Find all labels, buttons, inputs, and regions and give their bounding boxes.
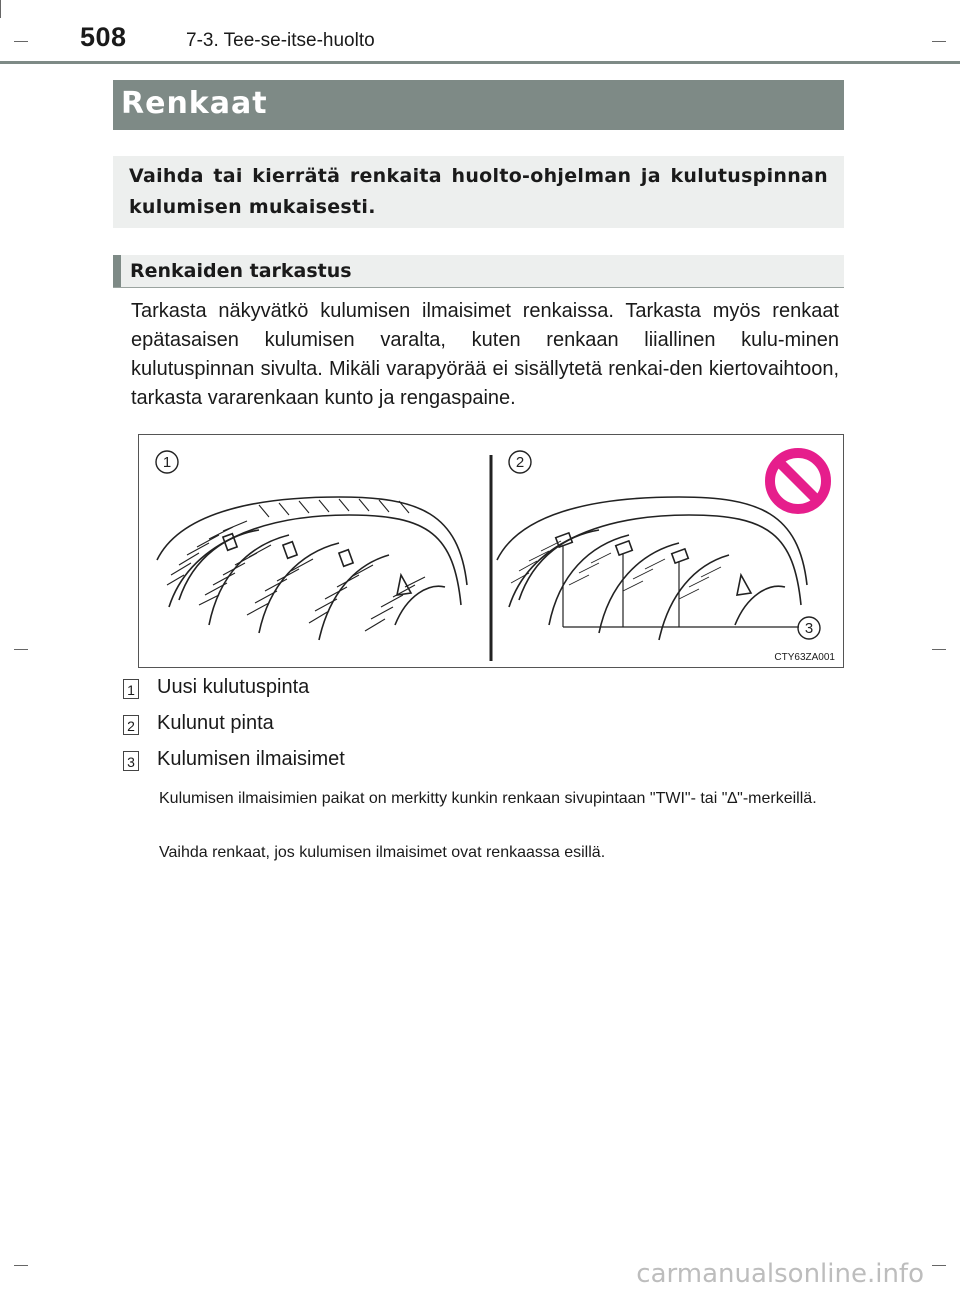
legend-number: 1 [123,679,139,699]
prohibition-icon [770,453,826,509]
header-rule [0,61,960,64]
worn-tread-tire [497,497,807,640]
note-paragraph: Kulumisen ilmaisimien paikat on merkitty kunkin renkaan sivupintaan "TWI"- tai "∆"-merkeillä. [159,790,817,807]
callout-1-label: 1 [162,454,172,471]
heading-accent [113,255,121,287]
crop-mark [14,1265,28,1266]
figure-code: CTY63ZA001 [774,652,835,663]
crop-mark [0,0,1,18]
legend-label: Kulumisen ilmaisimet [157,748,345,770]
page-number: 508 [80,22,127,52]
watermark: carmanualsonline.info [636,1259,924,1289]
tire-figure [138,434,844,668]
subsection-heading-text: Renkaiden tarkastus [130,260,352,282]
crop-mark [14,41,28,42]
crop-mark [932,41,946,42]
note-paragraph: Vaihda renkaat, jos kulumisen ilmaisimet ovat renkaassa esillä. [159,844,606,861]
legend-label: Uusi kulutuspinta [157,676,310,698]
body-paragraph: Tarkasta näkyvätkö kulumisen ilmaisimet renkaissa. Tarkasta myös renkaat epätasaisen kulumisen varalta, kuten renkaan liiallinen kulu-minen kulutuspinnan sivulta. Mikäli varapyörää ei sisällytetä renkai-den kiertovaihtoon, tarkasta vararenkaan kunto ja rengaspaine. [131,300,839,409]
legend-number: 3 [123,751,139,771]
legend-number: 2 [123,715,139,735]
page-title: Renkaat [113,80,844,130]
new-tread-tire [157,497,467,640]
intro-box [113,156,844,228]
legend-label: Kulunut pinta [157,712,274,734]
crop-mark [14,649,28,650]
callout-3-label: 3 [804,620,814,637]
callout-2-label: 2 [515,454,525,471]
tire-illustration [139,435,844,668]
subsection-heading [113,255,844,288]
intro-text: Vaihda tai kierrätä renkaita huolto-ohjelman ja kulutuspinnan kulumisen mukaisesti. [129,165,828,218]
crop-mark [932,1265,946,1266]
crop-mark [932,649,946,650]
section-reference: 7-3. Tee-se-itse-huolto [186,30,375,51]
